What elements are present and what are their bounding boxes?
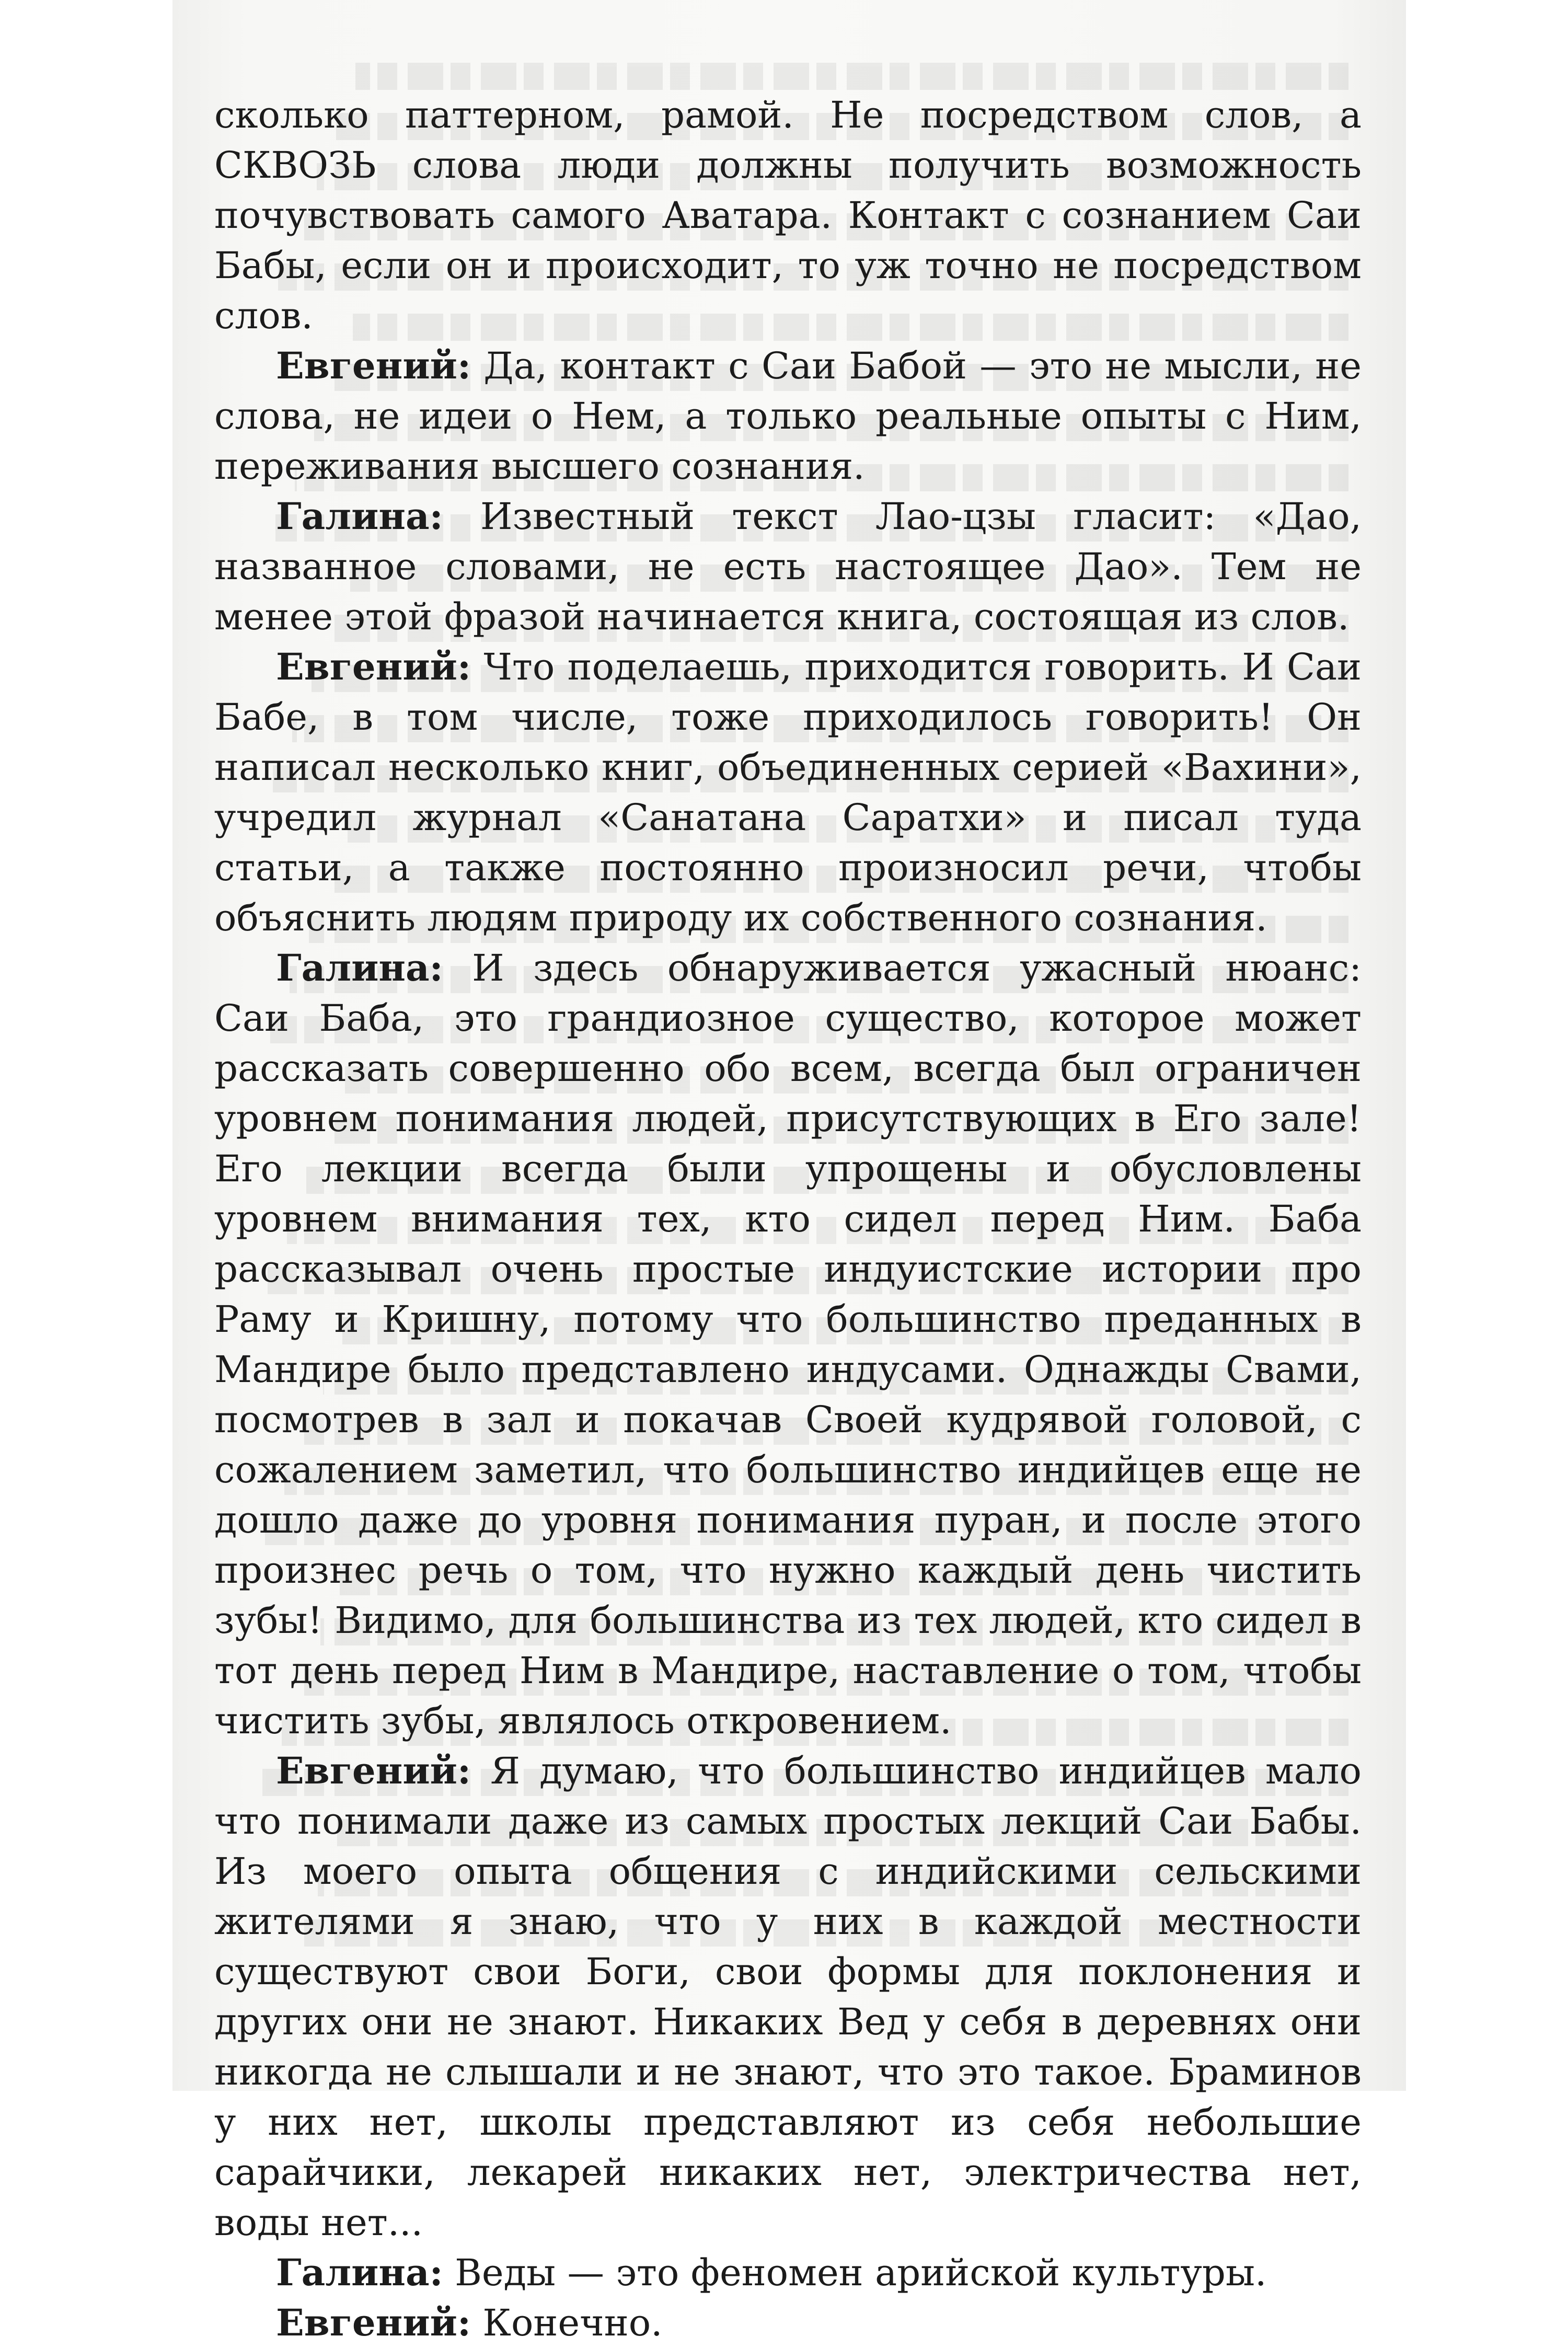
paragraph-4 <box>214 642 1362 943</box>
show-through-line <box>355 63 1348 90</box>
speaker-name: Евгений: <box>276 344 471 387</box>
speaker-name: Галина: <box>276 2251 443 2294</box>
paragraph-text: Да, контакт с Саи Бабой — это не мысли, не слова, не идеи о Нем, а только реальные опыты с Ним, переживания высшего сознания. <box>214 344 1362 488</box>
paragraph-text: сколько паттерном, рамой. Не посредством слов, а СКВОЗЬ слова люди должны получить возможность почувствовать самого Аватара. Контакт с сознанием Саи Бабы, если он и происходит, то уж точно не посредством слов. <box>214 94 1362 337</box>
paragraph-7 <box>214 2248 1362 2298</box>
speaker-name: Галина: <box>276 946 443 989</box>
paragraph-text: Я думаю, что большинство индийцев мало что понимали даже из самых простых лекций Саи Бабы. Из моего опыта общения с индийскими сельскими жителями я знаю, что у них в каждой местности существуют свои Боги, свои формы для поклонения и других они не знают. Никаких Вед у себя в деревнях они никогда не слышали и не знают, что это такое. Браминов у них нет, школы представляют из себя небольшие сарайчики, лекарей никаких нет, электричества нет, воды нет... <box>214 1750 1362 2244</box>
speaker-name: Евгений: <box>276 2301 471 2344</box>
speaker-name: Галина: <box>276 494 443 538</box>
paragraph-text: Что поделаешь, приходится говорить. И Саи Бабе, в том числе, тоже приходилось говорить! Он написал несколько книг, объединенных серией «Вахини», учредил журнал «Санатана Саратхи» и писал туда статьи, а также постоянно произносил речи, чтобы объяснить людям природу их собственного сознания. <box>214 646 1362 939</box>
paragraph-text: Веды — это феномен арийской культуры. <box>443 2251 1267 2294</box>
speaker-name: Евгений: <box>276 1749 471 1792</box>
paragraph-2 <box>214 341 1362 491</box>
paragraph-1 <box>214 90 1362 341</box>
paragraph-8 <box>214 2298 1362 2348</box>
paragraph-text: Конечно. <box>470 2301 663 2344</box>
paragraph-text: И здесь обнаруживается ужасный нюанс: Саи Баба, это грандиозное существо, которое может рассказать совершенно обо всем, всегда был ограничен уровнем понимания людей, присутствующих в Его зале! Его лекции всегда были упрощены и обусловлены уровнем внимания тех, кто сидел перед Ним. Баба рассказывал очень простые индуистские истории про Раму и Кришну, потому что большинство преданных в Мандире было представлено индусами. Однажды Свами, посмотрев в зал и покачав Своей кудрявой головой, с сожалением заметил, что большинство индийцев еще не дошло даже до уровня понимания пуран, и после этого произнес речь о том, что нужно каждый день чистить зубы! Видимо, для большинства из тех людей, кто сидел в тот день перед Ним в Мандире, наставление о том, чтобы чистить зубы, являлось откровением. <box>214 947 1362 1742</box>
speaker-name: Евгений: <box>276 645 471 688</box>
page-body-text <box>214 90 1362 2348</box>
paragraph-3 <box>214 491 1362 642</box>
paragraph-5 <box>214 943 1362 1746</box>
paragraph-text: Известный текст Лао-цзы гласит: «Дао, названное словами, не есть настоящее Дао». Тем не менее этой фразой начинается книга, состоящая из слов. <box>214 495 1362 638</box>
paragraph-6 <box>214 1746 1362 2248</box>
